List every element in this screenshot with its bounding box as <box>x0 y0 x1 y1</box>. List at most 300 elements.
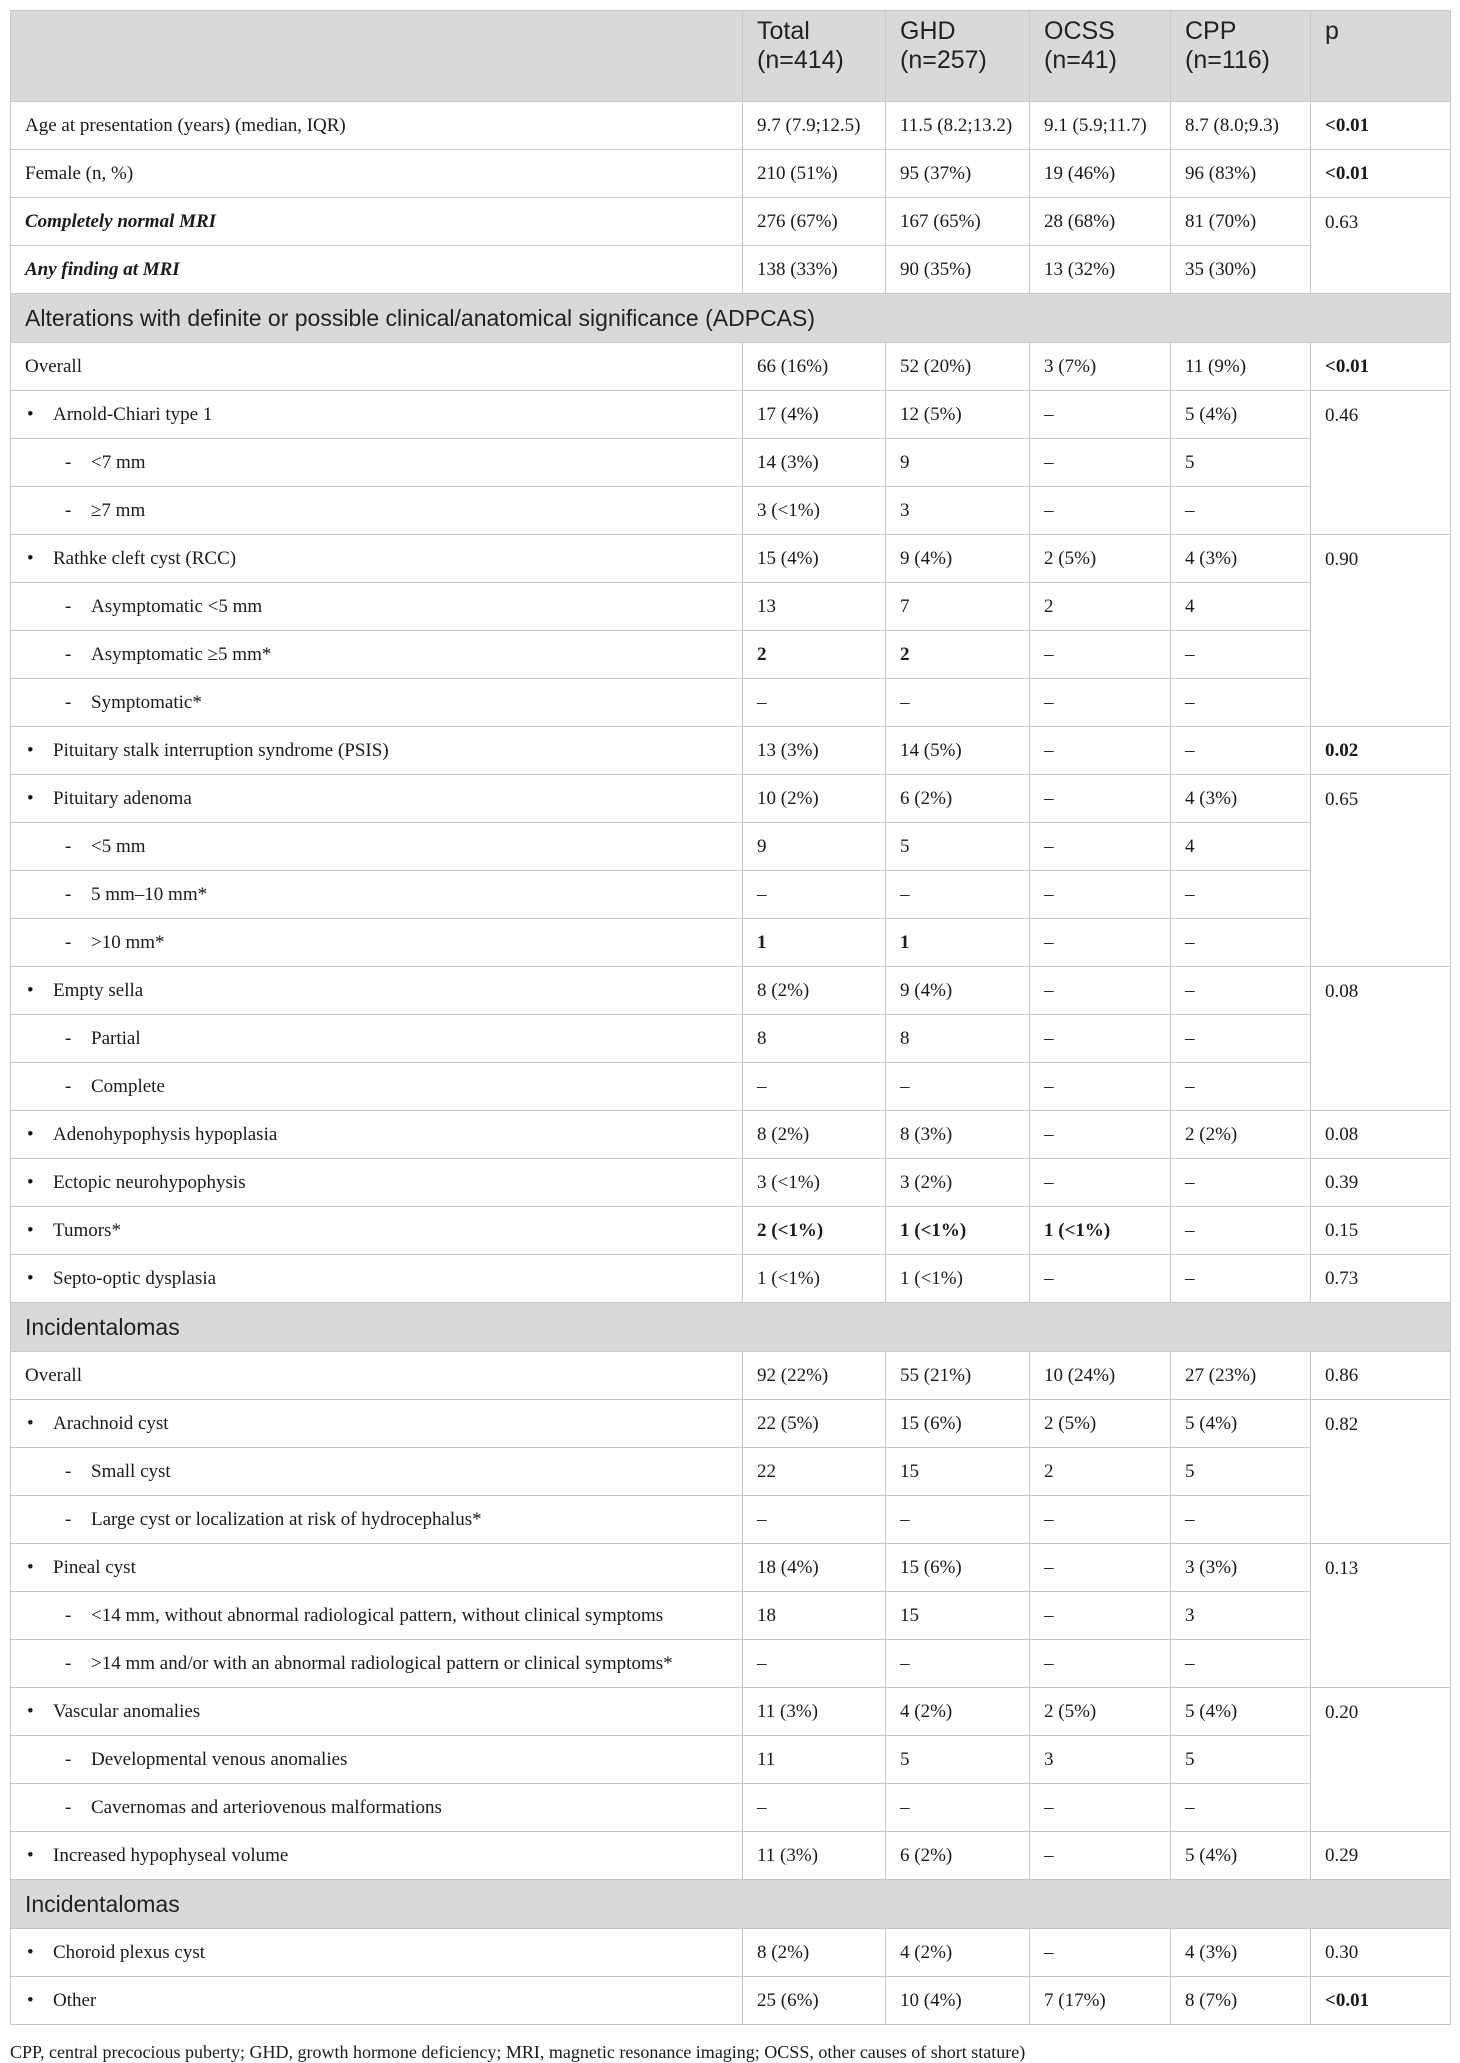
row-label-text: Rathke cleft cyst (RCC) <box>53 547 237 569</box>
row-label <box>11 1352 743 1400</box>
cell-ghd: – <box>886 679 1030 727</box>
table-row <box>11 391 1451 439</box>
row-label <box>11 1111 743 1159</box>
cell-total: 210 (51%) <box>743 150 886 198</box>
table-body <box>11 102 1451 2025</box>
row-label <box>11 102 743 150</box>
row-label-text: Vascular anomalies <box>53 1700 201 1722</box>
row-label-text: Other <box>53 1989 97 2011</box>
cell-cpp: 3 (3%) <box>1171 1544 1311 1592</box>
dash-marker: - <box>65 643 72 665</box>
section-title: Incidentalomas <box>11 1303 1451 1352</box>
row-label <box>11 439 743 487</box>
bullet-marker: • <box>27 1941 34 1963</box>
table-row <box>11 1015 1451 1063</box>
cell-p-value: 0.73 <box>1311 1255 1451 1303</box>
cell-ocss: 13 (32%) <box>1030 246 1171 294</box>
dash-marker: - <box>65 451 72 473</box>
cell-cpp: – <box>1171 1496 1311 1544</box>
dash-marker: - <box>65 691 72 713</box>
row-label-text: Arnold-Chiari type 1 <box>53 403 213 425</box>
row-label <box>11 823 743 871</box>
cell-total: 8 (2%) <box>743 1111 886 1159</box>
bullet-marker: • <box>27 1267 34 1289</box>
cell-p-value: 0.90 <box>1311 535 1451 727</box>
row-label <box>11 1736 743 1784</box>
cell-ocss: – <box>1030 1496 1171 1544</box>
cell-ghd: – <box>886 1063 1030 1111</box>
cell-ghd: – <box>886 871 1030 919</box>
row-label <box>11 871 743 919</box>
table-row <box>11 1977 1451 2025</box>
row-label <box>11 1448 743 1496</box>
table-row <box>11 1929 1451 1977</box>
bullet-marker: • <box>27 547 34 569</box>
row-label-text: <14 mm, without abnormal radiological pattern, without clinical symptoms <box>91 1604 664 1626</box>
row-label-text: Symptomatic* <box>91 691 202 713</box>
table-row <box>11 775 1451 823</box>
cell-ghd: 6 (2%) <box>886 1832 1030 1880</box>
row-label <box>11 1929 743 1977</box>
section-title: Incidentalomas <box>11 1880 1451 1929</box>
cell-cpp: – <box>1171 871 1311 919</box>
row-label-text: <5 mm <box>91 835 146 857</box>
cell-cpp: 4 (3%) <box>1171 775 1311 823</box>
cell-ocss: 1 (<1%) <box>1030 1207 1171 1255</box>
row-label-text: Pineal cyst <box>53 1556 136 1578</box>
cell-p-value: <0.01 <box>1311 102 1451 150</box>
row-label-text: Developmental venous anomalies <box>91 1748 348 1770</box>
cell-ocss: – <box>1030 727 1171 775</box>
cell-total: 8 (2%) <box>743 1929 886 1977</box>
cell-total: – <box>743 679 886 727</box>
cell-ghd: 15 <box>886 1448 1030 1496</box>
row-label-text: Overall <box>25 1364 82 1386</box>
cell-cpp: 2 (2%) <box>1171 1111 1311 1159</box>
cell-total: 66 (16%) <box>743 343 886 391</box>
cell-ocss: 2 <box>1030 1448 1171 1496</box>
cell-total: 92 (22%) <box>743 1352 886 1400</box>
bullet-marker: • <box>27 1171 34 1193</box>
table-row <box>11 150 1451 198</box>
cell-ghd: 11.5 (8.2;13.2) <box>886 102 1030 150</box>
header-p-value: p <box>1311 11 1451 102</box>
table-row <box>11 1832 1451 1880</box>
row-label <box>11 727 743 775</box>
dash-marker: - <box>65 883 72 905</box>
cell-ocss: – <box>1030 391 1171 439</box>
cell-ocss: 3 <box>1030 1736 1171 1784</box>
row-label-text: Pituitary stalk interruption syndrome (PSIS) <box>53 739 389 761</box>
row-label <box>11 1496 743 1544</box>
bullet-marker: • <box>27 979 34 1001</box>
cell-total: 13 <box>743 583 886 631</box>
cell-p-value: 0.08 <box>1311 967 1451 1111</box>
table-row <box>11 1207 1451 1255</box>
cell-cpp: 8 (7%) <box>1171 1977 1311 2025</box>
cell-total: – <box>743 871 886 919</box>
cell-cpp: 5 (4%) <box>1171 1400 1311 1448</box>
table-row <box>11 246 1451 294</box>
dash-marker: - <box>65 931 72 953</box>
cell-total: 13 (3%) <box>743 727 886 775</box>
table-row <box>11 1111 1451 1159</box>
cell-ocss: – <box>1030 871 1171 919</box>
table-row <box>11 102 1451 150</box>
cell-ocss: – <box>1030 1832 1171 1880</box>
dash-marker: - <box>65 1604 72 1626</box>
cell-ocss: 2 (5%) <box>1030 535 1171 583</box>
table-row <box>11 679 1451 727</box>
row-label-text: 5 mm–10 mm* <box>91 883 208 905</box>
cell-ocss: – <box>1030 1255 1171 1303</box>
cell-ocss: – <box>1030 1784 1171 1832</box>
section-header-row <box>11 294 1451 343</box>
cell-total: 276 (67%) <box>743 198 886 246</box>
cell-ghd: 12 (5%) <box>886 391 1030 439</box>
cell-total: 17 (4%) <box>743 391 886 439</box>
section-header-row <box>11 1303 1451 1352</box>
table-row <box>11 1400 1451 1448</box>
cell-cpp: 81 (70%) <box>1171 198 1311 246</box>
results-table-container <box>10 10 1450 2025</box>
row-label-text: Pituitary adenoma <box>53 787 192 809</box>
row-label-text: Small cyst <box>91 1460 171 1482</box>
cell-ghd: 9 <box>886 439 1030 487</box>
row-label <box>11 1063 743 1111</box>
table-row <box>11 343 1451 391</box>
cell-ocss: – <box>1030 967 1171 1015</box>
cell-p-value: 0.65 <box>1311 775 1451 967</box>
cell-p-value: 0.46 <box>1311 391 1451 535</box>
cell-p-value: 0.02 <box>1311 727 1451 775</box>
table-row <box>11 1496 1451 1544</box>
row-label <box>11 1544 743 1592</box>
cell-p-value: 0.15 <box>1311 1207 1451 1255</box>
bullet-marker: • <box>27 1219 34 1241</box>
mri-findings-table <box>10 10 1451 2025</box>
cell-cpp: 96 (83%) <box>1171 150 1311 198</box>
cell-ocss: – <box>1030 439 1171 487</box>
header-cpp: CPP (n=116) <box>1171 11 1311 102</box>
cell-total: 18 (4%) <box>743 1544 886 1592</box>
table-row <box>11 535 1451 583</box>
cell-ocss: – <box>1030 823 1171 871</box>
cell-ocss: – <box>1030 1015 1171 1063</box>
cell-total: 11 (3%) <box>743 1832 886 1880</box>
dash-marker: - <box>65 1748 72 1770</box>
table-row <box>11 1736 1451 1784</box>
cell-cpp: – <box>1171 1063 1311 1111</box>
cell-ghd: 15 (6%) <box>886 1544 1030 1592</box>
row-label-text: >14 mm and/or with an abnormal radiological pattern or clinical symptoms* <box>91 1652 673 1674</box>
bullet-marker: • <box>27 1989 34 2011</box>
cell-ocss: – <box>1030 1159 1171 1207</box>
cell-ghd: 2 <box>886 631 1030 679</box>
cell-ghd: 6 (2%) <box>886 775 1030 823</box>
table-row <box>11 1640 1451 1688</box>
cell-total: – <box>743 1640 886 1688</box>
row-label-text: Asymptomatic <5 mm <box>91 595 263 617</box>
table-row <box>11 1448 1451 1496</box>
dash-marker: - <box>65 1796 72 1818</box>
table-footnote: CPP, central precocious puberty; GHD, growth hormone deficiency; MRI, magnetic resonance imaging; OCSS, other causes of short stature) <box>10 2042 1026 2062</box>
cell-cpp: 4 (3%) <box>1171 1929 1311 1977</box>
cell-ocss: 19 (46%) <box>1030 150 1171 198</box>
table-row <box>11 919 1451 967</box>
cell-total: 3 (<1%) <box>743 1159 886 1207</box>
cell-ocss: – <box>1030 775 1171 823</box>
cell-ocss: 9.1 (5.9;11.7) <box>1030 102 1171 150</box>
cell-ocss: 28 (68%) <box>1030 198 1171 246</box>
table-row <box>11 198 1451 246</box>
cell-p-value: 0.08 <box>1311 1111 1451 1159</box>
cell-ghd: 5 <box>886 1736 1030 1784</box>
cell-ghd: 9 (4%) <box>886 535 1030 583</box>
row-label-text: Increased hypophyseal volume <box>53 1844 289 1866</box>
cell-cpp: – <box>1171 631 1311 679</box>
table-row <box>11 1255 1451 1303</box>
row-label <box>11 1159 743 1207</box>
cell-ghd: 52 (20%) <box>886 343 1030 391</box>
cell-cpp: – <box>1171 919 1311 967</box>
row-label <box>11 487 743 535</box>
cell-ghd: 5 <box>886 823 1030 871</box>
cell-ocss: 7 (17%) <box>1030 1977 1171 2025</box>
cell-ocss: – <box>1030 1640 1171 1688</box>
row-label <box>11 775 743 823</box>
dash-marker: - <box>65 1460 72 1482</box>
cell-p-value: <0.01 <box>1311 1977 1451 2025</box>
cell-cpp: – <box>1171 1159 1311 1207</box>
cell-cpp: 5 (4%) <box>1171 1688 1311 1736</box>
cell-p-value: 0.86 <box>1311 1352 1451 1400</box>
cell-cpp: – <box>1171 1015 1311 1063</box>
row-label <box>11 343 743 391</box>
cell-p-value: 0.30 <box>1311 1929 1451 1977</box>
row-label <box>11 1255 743 1303</box>
cell-ghd: 55 (21%) <box>886 1352 1030 1400</box>
cell-ocss: – <box>1030 1111 1171 1159</box>
dash-marker: - <box>65 1027 72 1049</box>
row-label <box>11 1400 743 1448</box>
cell-cpp: 5 (4%) <box>1171 391 1311 439</box>
cell-total: – <box>743 1784 886 1832</box>
cell-total: 22 <box>743 1448 886 1496</box>
cell-cpp: 4 <box>1171 823 1311 871</box>
table-row <box>11 1063 1451 1111</box>
table-row <box>11 439 1451 487</box>
cell-ocss: – <box>1030 1063 1171 1111</box>
cell-ghd: 3 <box>886 487 1030 535</box>
bullet-marker: • <box>27 787 34 809</box>
cell-p-value: 0.29 <box>1311 1832 1451 1880</box>
dash-marker: - <box>65 499 72 521</box>
cell-total: 1 <box>743 919 886 967</box>
cell-cpp: 5 <box>1171 1736 1311 1784</box>
cell-total: 1 (<1%) <box>743 1255 886 1303</box>
cell-p-value: 0.63 <box>1311 198 1451 294</box>
cell-total: – <box>743 1063 886 1111</box>
cell-p-value: 0.13 <box>1311 1544 1451 1688</box>
row-label <box>11 1832 743 1880</box>
cell-total: 2 (<1%) <box>743 1207 886 1255</box>
cell-ghd: 1 (<1%) <box>886 1255 1030 1303</box>
dash-marker: - <box>65 1652 72 1674</box>
cell-total: 2 <box>743 631 886 679</box>
cell-cpp: – <box>1171 1784 1311 1832</box>
cell-cpp: – <box>1171 967 1311 1015</box>
cell-cpp: 5 <box>1171 439 1311 487</box>
cell-ocss: – <box>1030 631 1171 679</box>
row-label-text: Age at presentation (years) (median, IQR) <box>25 114 346 136</box>
bullet-marker: • <box>27 1123 34 1145</box>
row-label-text: <7 mm <box>91 451 146 473</box>
cell-ocss: – <box>1030 679 1171 727</box>
cell-ghd: 4 (2%) <box>886 1929 1030 1977</box>
cell-ghd: – <box>886 1640 1030 1688</box>
row-label <box>11 583 743 631</box>
cell-ocss: – <box>1030 1929 1171 1977</box>
dash-marker: - <box>65 1508 72 1530</box>
cell-total: 14 (3%) <box>743 439 886 487</box>
cell-cpp: 5 <box>1171 1448 1311 1496</box>
row-label-text: Completely normal MRI <box>25 210 217 232</box>
cell-total: 8 (2%) <box>743 967 886 1015</box>
cell-total: 3 (<1%) <box>743 487 886 535</box>
cell-cpp: 35 (30%) <box>1171 246 1311 294</box>
row-label <box>11 198 743 246</box>
row-label <box>11 967 743 1015</box>
row-label-text: Adenohypophysis hypoplasia <box>53 1123 278 1145</box>
row-label-text: Any finding at MRI <box>25 258 180 280</box>
cell-ghd: 14 (5%) <box>886 727 1030 775</box>
cell-p-value: 0.39 <box>1311 1159 1451 1207</box>
cell-cpp: – <box>1171 727 1311 775</box>
row-label <box>11 1688 743 1736</box>
cell-total: 10 (2%) <box>743 775 886 823</box>
row-label-text: >10 mm* <box>91 931 165 953</box>
table-row <box>11 823 1451 871</box>
row-label <box>11 1207 743 1255</box>
cell-total: 138 (33%) <box>743 246 886 294</box>
row-label <box>11 1592 743 1640</box>
table-row <box>11 727 1451 775</box>
table-row <box>11 631 1451 679</box>
cell-total: 22 (5%) <box>743 1400 886 1448</box>
cell-p-value: 0.82 <box>1311 1400 1451 1544</box>
cell-ocss: – <box>1030 1592 1171 1640</box>
cell-ghd: 90 (35%) <box>886 246 1030 294</box>
row-label-text: Overall <box>25 355 82 377</box>
cell-ocss: – <box>1030 1544 1171 1592</box>
cell-ghd: – <box>886 1496 1030 1544</box>
cell-ghd: 10 (4%) <box>886 1977 1030 2025</box>
row-label <box>11 679 743 727</box>
bullet-marker: • <box>27 403 34 425</box>
cell-ocss: 2 (5%) <box>1030 1400 1171 1448</box>
cell-cpp: – <box>1171 1255 1311 1303</box>
table-row <box>11 487 1451 535</box>
dash-marker: - <box>65 595 72 617</box>
cell-total: 15 (4%) <box>743 535 886 583</box>
cell-total: 9 <box>743 823 886 871</box>
header-ghd: GHD (n=257) <box>886 11 1030 102</box>
cell-ghd: 1 (<1%) <box>886 1207 1030 1255</box>
cell-ghd: 7 <box>886 583 1030 631</box>
header-ocss: OCSS (n=41) <box>1030 11 1171 102</box>
cell-total: 18 <box>743 1592 886 1640</box>
cell-ghd: 1 <box>886 919 1030 967</box>
bullet-marker: • <box>27 1844 34 1866</box>
dash-marker: - <box>65 1075 72 1097</box>
row-label-text: Empty sella <box>53 979 144 1001</box>
cell-cpp: 4 (3%) <box>1171 535 1311 583</box>
cell-ghd: 4 (2%) <box>886 1688 1030 1736</box>
cell-cpp: 27 (23%) <box>1171 1352 1311 1400</box>
cell-cpp: 8.7 (8.0;9.3) <box>1171 102 1311 150</box>
cell-p-value: <0.01 <box>1311 150 1451 198</box>
row-label-text: Partial <box>91 1027 141 1049</box>
cell-ghd: – <box>886 1784 1030 1832</box>
cell-p-value: <0.01 <box>1311 343 1451 391</box>
row-label-text: Septo-optic dysplasia <box>53 1267 217 1289</box>
cell-total: 11 (3%) <box>743 1688 886 1736</box>
row-label-text: Arachnoid cyst <box>53 1412 169 1434</box>
cell-ocss: 2 (5%) <box>1030 1688 1171 1736</box>
cell-cpp: – <box>1171 1207 1311 1255</box>
row-label <box>11 919 743 967</box>
row-label-text: Choroid plexus cyst <box>53 1941 205 1963</box>
header-total: Total (n=414) <box>743 11 886 102</box>
cell-ghd: 15 (6%) <box>886 1400 1030 1448</box>
bullet-marker: • <box>27 739 34 761</box>
cell-total: 9.7 (7.9;12.5) <box>743 102 886 150</box>
row-label-text: Asymptomatic ≥5 mm* <box>91 643 272 665</box>
section-title: Alterations with definite or possible clinical/anatomical significance (ADPCAS) <box>11 294 1451 343</box>
row-label-text: Ectopic neurohypophysis <box>53 1171 246 1193</box>
row-label-text: Tumors* <box>53 1219 121 1241</box>
cell-ocss: 2 <box>1030 583 1171 631</box>
header-label-column <box>11 11 743 102</box>
cell-total: 11 <box>743 1736 886 1784</box>
dash-marker: - <box>65 835 72 857</box>
bullet-marker: • <box>27 1412 34 1434</box>
cell-p-value: 0.20 <box>1311 1688 1451 1832</box>
row-label <box>11 150 743 198</box>
row-label <box>11 631 743 679</box>
cell-ghd: 8 <box>886 1015 1030 1063</box>
cell-ghd: 9 (4%) <box>886 967 1030 1015</box>
table-row <box>11 1544 1451 1592</box>
cell-ghd: 167 (65%) <box>886 198 1030 246</box>
cell-ocss: – <box>1030 487 1171 535</box>
table-row <box>11 1688 1451 1736</box>
row-label-text: Cavernomas and arteriovenous malformations <box>91 1796 442 1818</box>
cell-ghd: 95 (37%) <box>886 150 1030 198</box>
cell-cpp: 11 (9%) <box>1171 343 1311 391</box>
cell-total: 25 (6%) <box>743 1977 886 2025</box>
cell-cpp: 5 (4%) <box>1171 1832 1311 1880</box>
table-row <box>11 1592 1451 1640</box>
cell-ghd: 8 (3%) <box>886 1111 1030 1159</box>
cell-ghd: 15 <box>886 1592 1030 1640</box>
table-row <box>11 1159 1451 1207</box>
row-label-text: Female (n, %) <box>25 162 134 184</box>
row-label-text: Large cyst or localization at risk of hydrocephalus* <box>91 1508 482 1530</box>
cell-ocss: 10 (24%) <box>1030 1352 1171 1400</box>
cell-cpp: – <box>1171 1640 1311 1688</box>
